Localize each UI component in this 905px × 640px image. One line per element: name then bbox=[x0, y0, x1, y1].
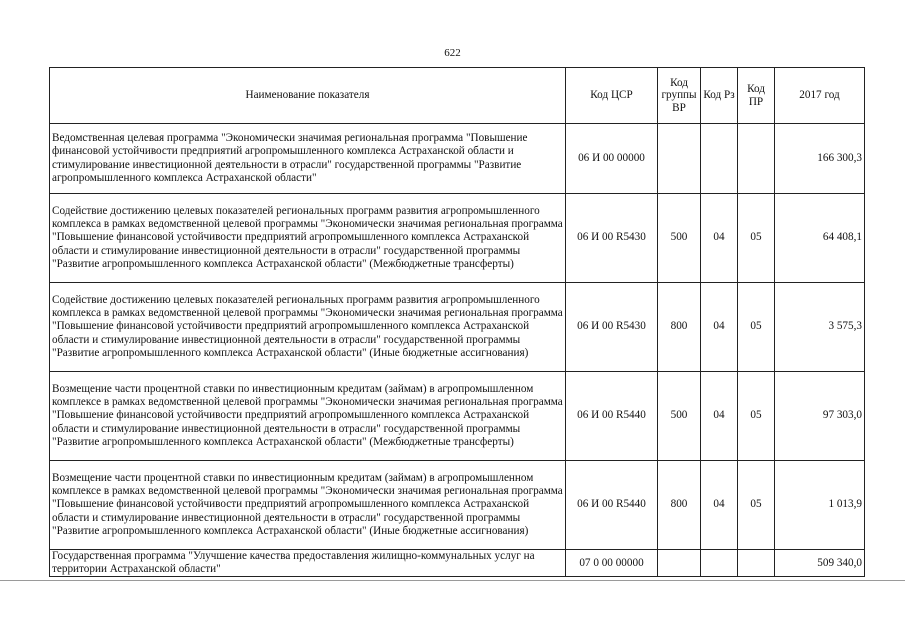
row-pr bbox=[738, 124, 775, 194]
page-number: 622 bbox=[444, 47, 461, 59]
row-name: Ведомственная целевая программа "Экономически значимая региональная программа "Повышение финансовой устойчивости предприятий агропромышленного комплекса Астраханской области и стимулирование инвестиционной деятельности в отрасли" государственной программы "Развитие агропромышленного комплекса Астраханской области" bbox=[50, 124, 566, 194]
row-pr: 05 bbox=[738, 372, 775, 461]
row-csr: 06 И 00 R5430 bbox=[566, 283, 658, 372]
row-rz: 04 bbox=[701, 461, 738, 550]
row-rz: 04 bbox=[701, 372, 738, 461]
row-csr: 06 И 00 R5430 bbox=[566, 194, 658, 283]
header-name: Наименование показателя bbox=[50, 68, 566, 124]
row-csr: 06 И 00 R5440 bbox=[566, 372, 658, 461]
header-rz: Код Рз bbox=[701, 68, 738, 124]
row-name: Содействие достижению целевых показателей региональных программ развития агропромышленного комплекса в рамках ведомственной целевой программы "Экономически значимая региональная программа "Повышение финансовой устойчивости предприятий агропромышленного комплекса Астраханской области и стимулирование инвестиционной деятельности в отрасли" государственной программы "Развитие агропромышленного комплекса Астраханской области" (Межбюджетные трансферты) bbox=[50, 194, 566, 283]
header-csr: Код ЦСР bbox=[566, 68, 658, 124]
budget-table bbox=[49, 67, 865, 577]
table-row bbox=[50, 124, 865, 194]
row-vr bbox=[658, 550, 701, 577]
row-csr: 06 И 00 R5440 bbox=[566, 461, 658, 550]
row-pr: 05 bbox=[738, 461, 775, 550]
row-vr: 500 bbox=[658, 372, 701, 461]
row-name: Содействие достижению целевых показателей региональных программ развития агропромышленного комплекса в рамках ведомственной целевой программы "Экономически значимая региональная программа "Повышение финансовой устойчивости предприятий агропромышленного комплекса Астраханской области и стимулирование инвестиционной деятельности в отрасли" государственной программы "Развитие агропромышленного комплекса Астраханской области" (Иные бюджетные ассигнования) bbox=[50, 283, 566, 372]
table-header-row bbox=[50, 68, 865, 124]
row-amount: 97 303,0 bbox=[775, 372, 865, 461]
row-vr bbox=[658, 124, 701, 194]
row-rz bbox=[701, 124, 738, 194]
row-rz: 04 bbox=[701, 283, 738, 372]
row-amount: 166 300,3 bbox=[775, 124, 865, 194]
row-amount: 64 408,1 bbox=[775, 194, 865, 283]
row-rz bbox=[701, 550, 738, 577]
row-csr: 07 0 00 00000 bbox=[566, 550, 658, 577]
row-vr: 500 bbox=[658, 194, 701, 283]
page-edge-line bbox=[0, 580, 905, 581]
table-row bbox=[50, 372, 865, 461]
row-amount: 1 013,9 bbox=[775, 461, 865, 550]
row-name: Возмещение части процентной ставки по инвестиционным кредитам (займам) в агропромышленном комплексе в рамках ведомственной целевой программы "Экономически значимая региональная программа "Повышение финансовой устойчивости предприятий агропромышленного комплекса Астраханской области и стимулирование инвестиционной деятельности в отрасли" государственной программы "Развитие агропромышленного комплекса Астраханской области" (Межбюджетные трансферты) bbox=[50, 372, 566, 461]
header-year: 2017 год bbox=[775, 68, 865, 124]
row-pr: 05 bbox=[738, 194, 775, 283]
row-vr: 800 bbox=[658, 283, 701, 372]
header-pr: Код ПР bbox=[738, 68, 775, 124]
row-rz: 04 bbox=[701, 194, 738, 283]
row-amount: 3 575,3 bbox=[775, 283, 865, 372]
table-row bbox=[50, 194, 865, 283]
row-csr: 06 И 00 00000 bbox=[566, 124, 658, 194]
header-vr: Код группы ВР bbox=[658, 68, 701, 124]
table-row bbox=[50, 461, 865, 550]
table-row bbox=[50, 283, 865, 372]
row-pr: 05 bbox=[738, 283, 775, 372]
row-name: Возмещение части процентной ставки по инвестиционным кредитам (займам) в агропромышленном комплексе в рамках ведомственной целевой программы "Экономически значимая региональная программа "Повышение финансовой устойчивости предприятий агропромышленного комплекса Астраханской области и стимулирование инвестиционной деятельности в отрасли" государственной программы "Развитие агропромышленного комплекса Астраханской области" (Иные бюджетные ассигнования) bbox=[50, 461, 566, 550]
row-pr bbox=[738, 550, 775, 577]
table-row bbox=[50, 550, 865, 577]
row-vr: 800 bbox=[658, 461, 701, 550]
row-name: Государственная программа "Улучшение качества предоставления жилищно-коммунальных услуг на территории Астраханской области" bbox=[50, 550, 566, 577]
row-amount: 509 340,0 bbox=[775, 550, 865, 577]
